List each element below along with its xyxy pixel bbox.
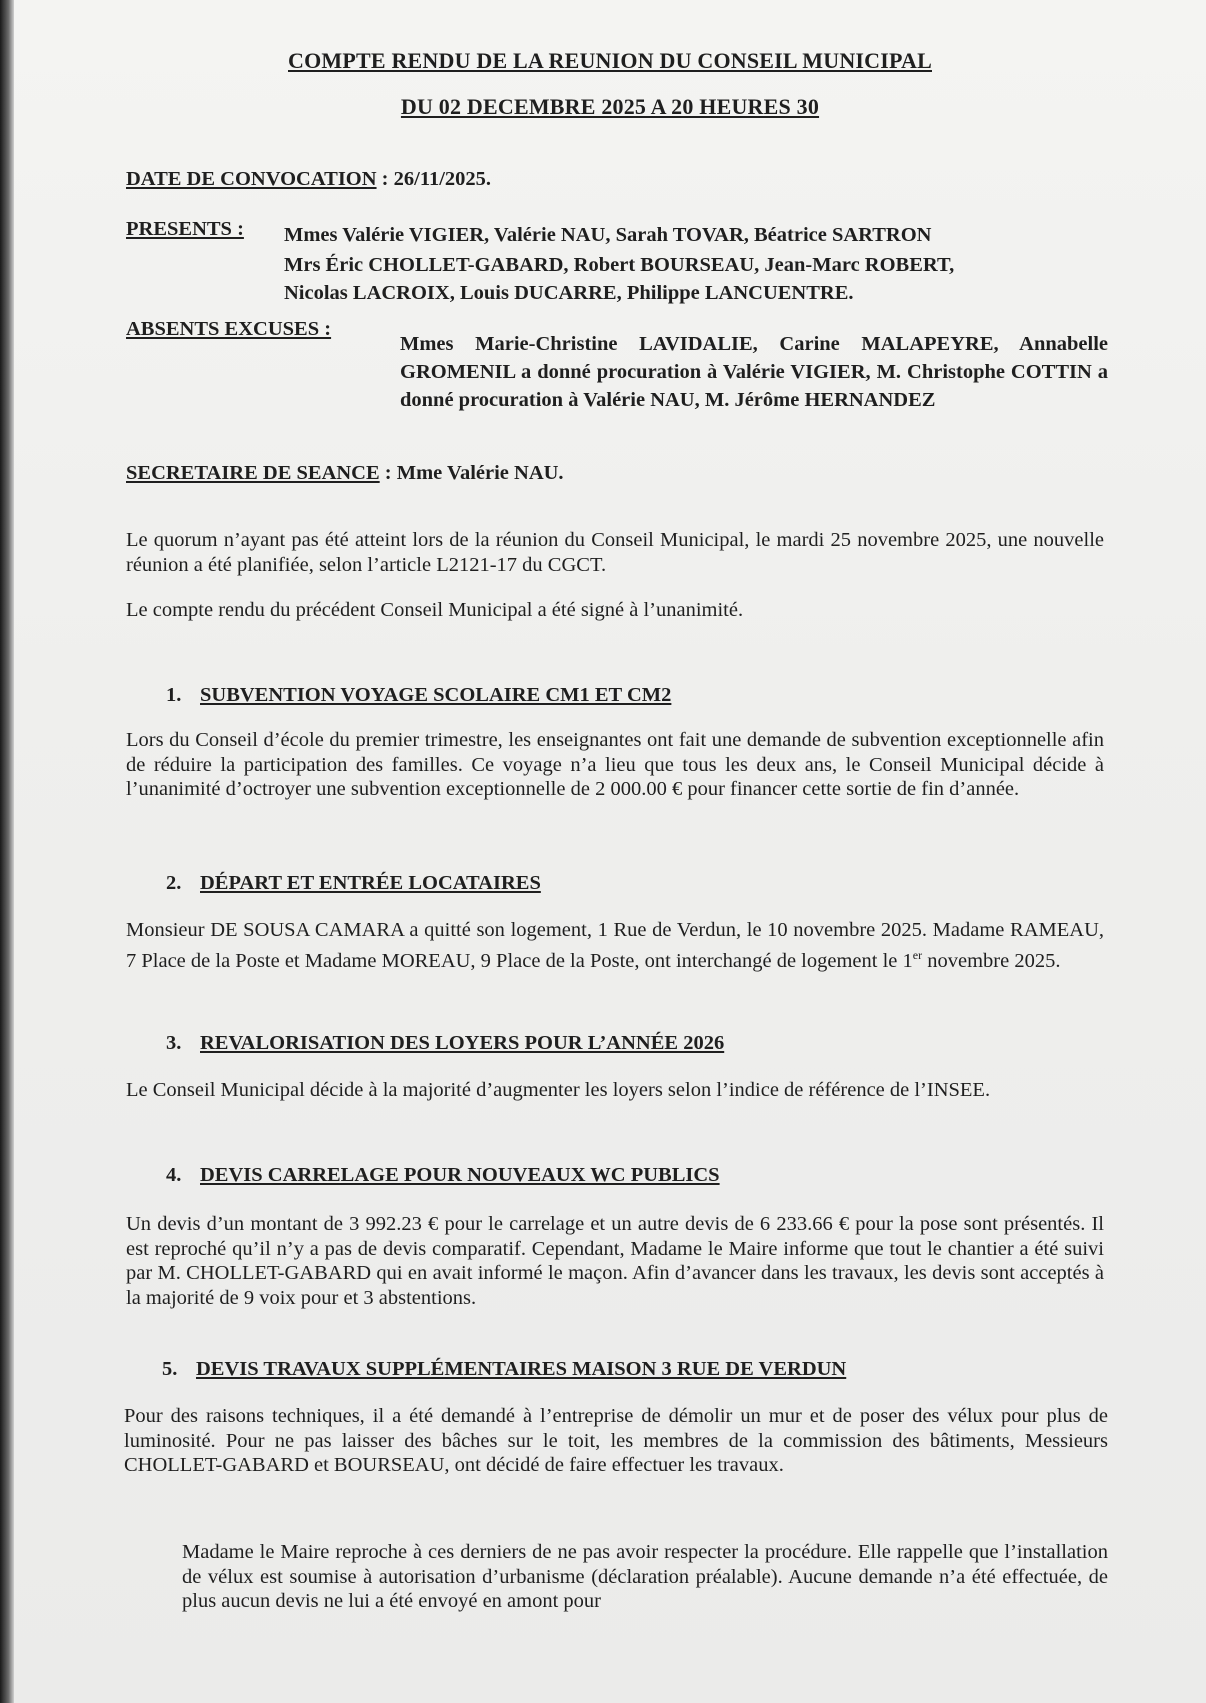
section-3-text: Le Conseil Municipal décide à la majorité d’augmenter les loyers selon l’indice de référence de l’INSEE. (126, 1079, 991, 1101)
section-2-number: 2. (166, 872, 182, 894)
document-title-line2: DU 02 DECEMBRE 2025 A 20 HEURES 30 (400, 94, 820, 119)
section-5-number: 5. (162, 1358, 178, 1380)
section-3-title: REVALORISATION DES LOYERS POUR L’ANNÉE 2026 (200, 1032, 725, 1054)
presents-line-3: Nicolas LACROIX, Louis DUCARRE, Philippe LANCUENTRE. (284, 282, 854, 304)
section-1-number: 1. (166, 684, 182, 706)
section-2-text-sup: er (912, 947, 923, 962)
section-1-title: SUBVENTION VOYAGE SCOLAIRE CM1 ET CM2 (200, 684, 672, 706)
section-4-heading (166, 1164, 720, 1187)
section-4-title: DEVIS CARRELAGE POUR NOUVEAUX WC PUBLICS (200, 1164, 720, 1186)
presents-line-1: Mmes Valérie VIGIER, Valérie NAU, Sarah TOVAR, Béatrice SARTRON (284, 224, 932, 246)
section-4-number: 4. (166, 1164, 182, 1186)
section-5-heading (162, 1358, 846, 1381)
convocation-label: DATE DE CONVOCATION (126, 168, 377, 190)
presents-label: PRESENTS : (126, 218, 244, 240)
absents-label: ABSENTS EXCUSES : (126, 318, 332, 340)
absents-text: Mmes Marie-Christine LAVIDALIE, Carine MALAPEYRE, Annabelle GROMENIL a donné procuration à Valérie VIGIER, M. Christophe COTTIN a donné procuration à Valérie NAU, M. Jérôme HERNANDEZ (400, 333, 1108, 411)
section-3-heading (166, 1032, 724, 1055)
document-title-line1: COMPTE RENDU DE LA REUNION DU CONSEIL MUNICIPAL (288, 48, 932, 73)
convocation-value: : 26/11/2025. (381, 168, 492, 190)
section-2-text-main: Monsieur DE SOUSA CAMARA a quitté son logement, 1 Rue de Verdun, le 10 novembre 2025. Madame RAMEAU, 7 Place de la Poste et Madame MOREAU, 9 Place de la Poste, ont interchangé de logement le (126, 919, 1104, 972)
section-4-text: Un devis d’un montant de 3 992.23 € pour le carrelage et un autre devis de 6 233.66 € pour la pose sont présentés. Il est reproché qu’il n’y a pas de devis comparatif. Cependant, Madame le Maire informe que tout le chantier a été suivi par M. CHOLLET-GABARD qui en avait informé le maçon. Afin d’avancer dans les travaux, les devis sont acceptés à la majorité de 9 voix pour et 3 abstentions. (126, 1213, 1104, 1309)
section-3-number: 3. (166, 1032, 182, 1054)
section-2-text-end: novembre 2025. (922, 949, 1061, 972)
intro-paragraph-1: Le quorum n’ayant pas été atteint lors de la réunion du Conseil Municipal, le mardi 25 novembre 2025, une nouvelle réunion a été planifiée, selon l’article L2121-17 du CGCT. (126, 529, 1104, 576)
presents-line-2: Mrs Éric CHOLLET-GABARD, Robert BOURSEAU, Jean-Marc ROBERT, (284, 254, 955, 276)
convocation-line (126, 166, 491, 193)
section-5-text: Pour des raisons techniques, il a été demandé à l’entreprise de démolir un mur et de poser des vélux pour plus de luminosité. Pour ne pas laisser des bâches sur le toit, les membres de la commission des bâtiments, Messieurs CHOLLET-GABARD et BOURSEAU, ont décidé de faire effectuer les travaux. (124, 1405, 1108, 1476)
section-2-title: DÉPART ET ENTRÉE LOCATAIRES (200, 872, 541, 894)
secretaire-label: SECRETAIRE DE SEANCE (126, 462, 380, 484)
intro-paragraph-2: Le compte rendu du précédent Conseil Municipal a été signé à l’unanimité. (126, 599, 744, 621)
section-2-text-day: 1 (902, 949, 913, 972)
section-2-heading (166, 872, 541, 895)
document-page (14, 0, 1206, 1703)
section-2-text (126, 918, 1104, 973)
section-5-text-2: Madame le Maire reproche à ces derniers de ne pas avoir respecter la procédure. Elle rappelle que l’installation de vélux est soumise à autorisation d’urbanisme (déclaration préalable). Aucune demande n’a été effectuée, de plus aucun devis ne lui a été envoyé en amont pour (182, 1541, 1108, 1612)
section-5-title: DEVIS TRAVAUX SUPPLÉMENTAIRES MAISON 3 RUE DE VERDUN (196, 1358, 847, 1380)
secretaire-value: : Mme Valérie NAU. (384, 462, 564, 484)
scan-left-edge (0, 0, 14, 1703)
section-1-text: Lors du Conseil d’école du premier trimestre, les enseignantes ont fait une demande de subvention exceptionnelle afin de réduire la participation des familles. Ce voyage n’a lieu que tous les deux ans, le Conseil Municipal décide à l’unanimité d’octroyer une subvention exceptionnelle de 2 000.00 € pour financer cette sortie de fin d’année. (126, 729, 1104, 800)
section-1-heading (166, 684, 671, 707)
secretaire-line (126, 460, 564, 487)
